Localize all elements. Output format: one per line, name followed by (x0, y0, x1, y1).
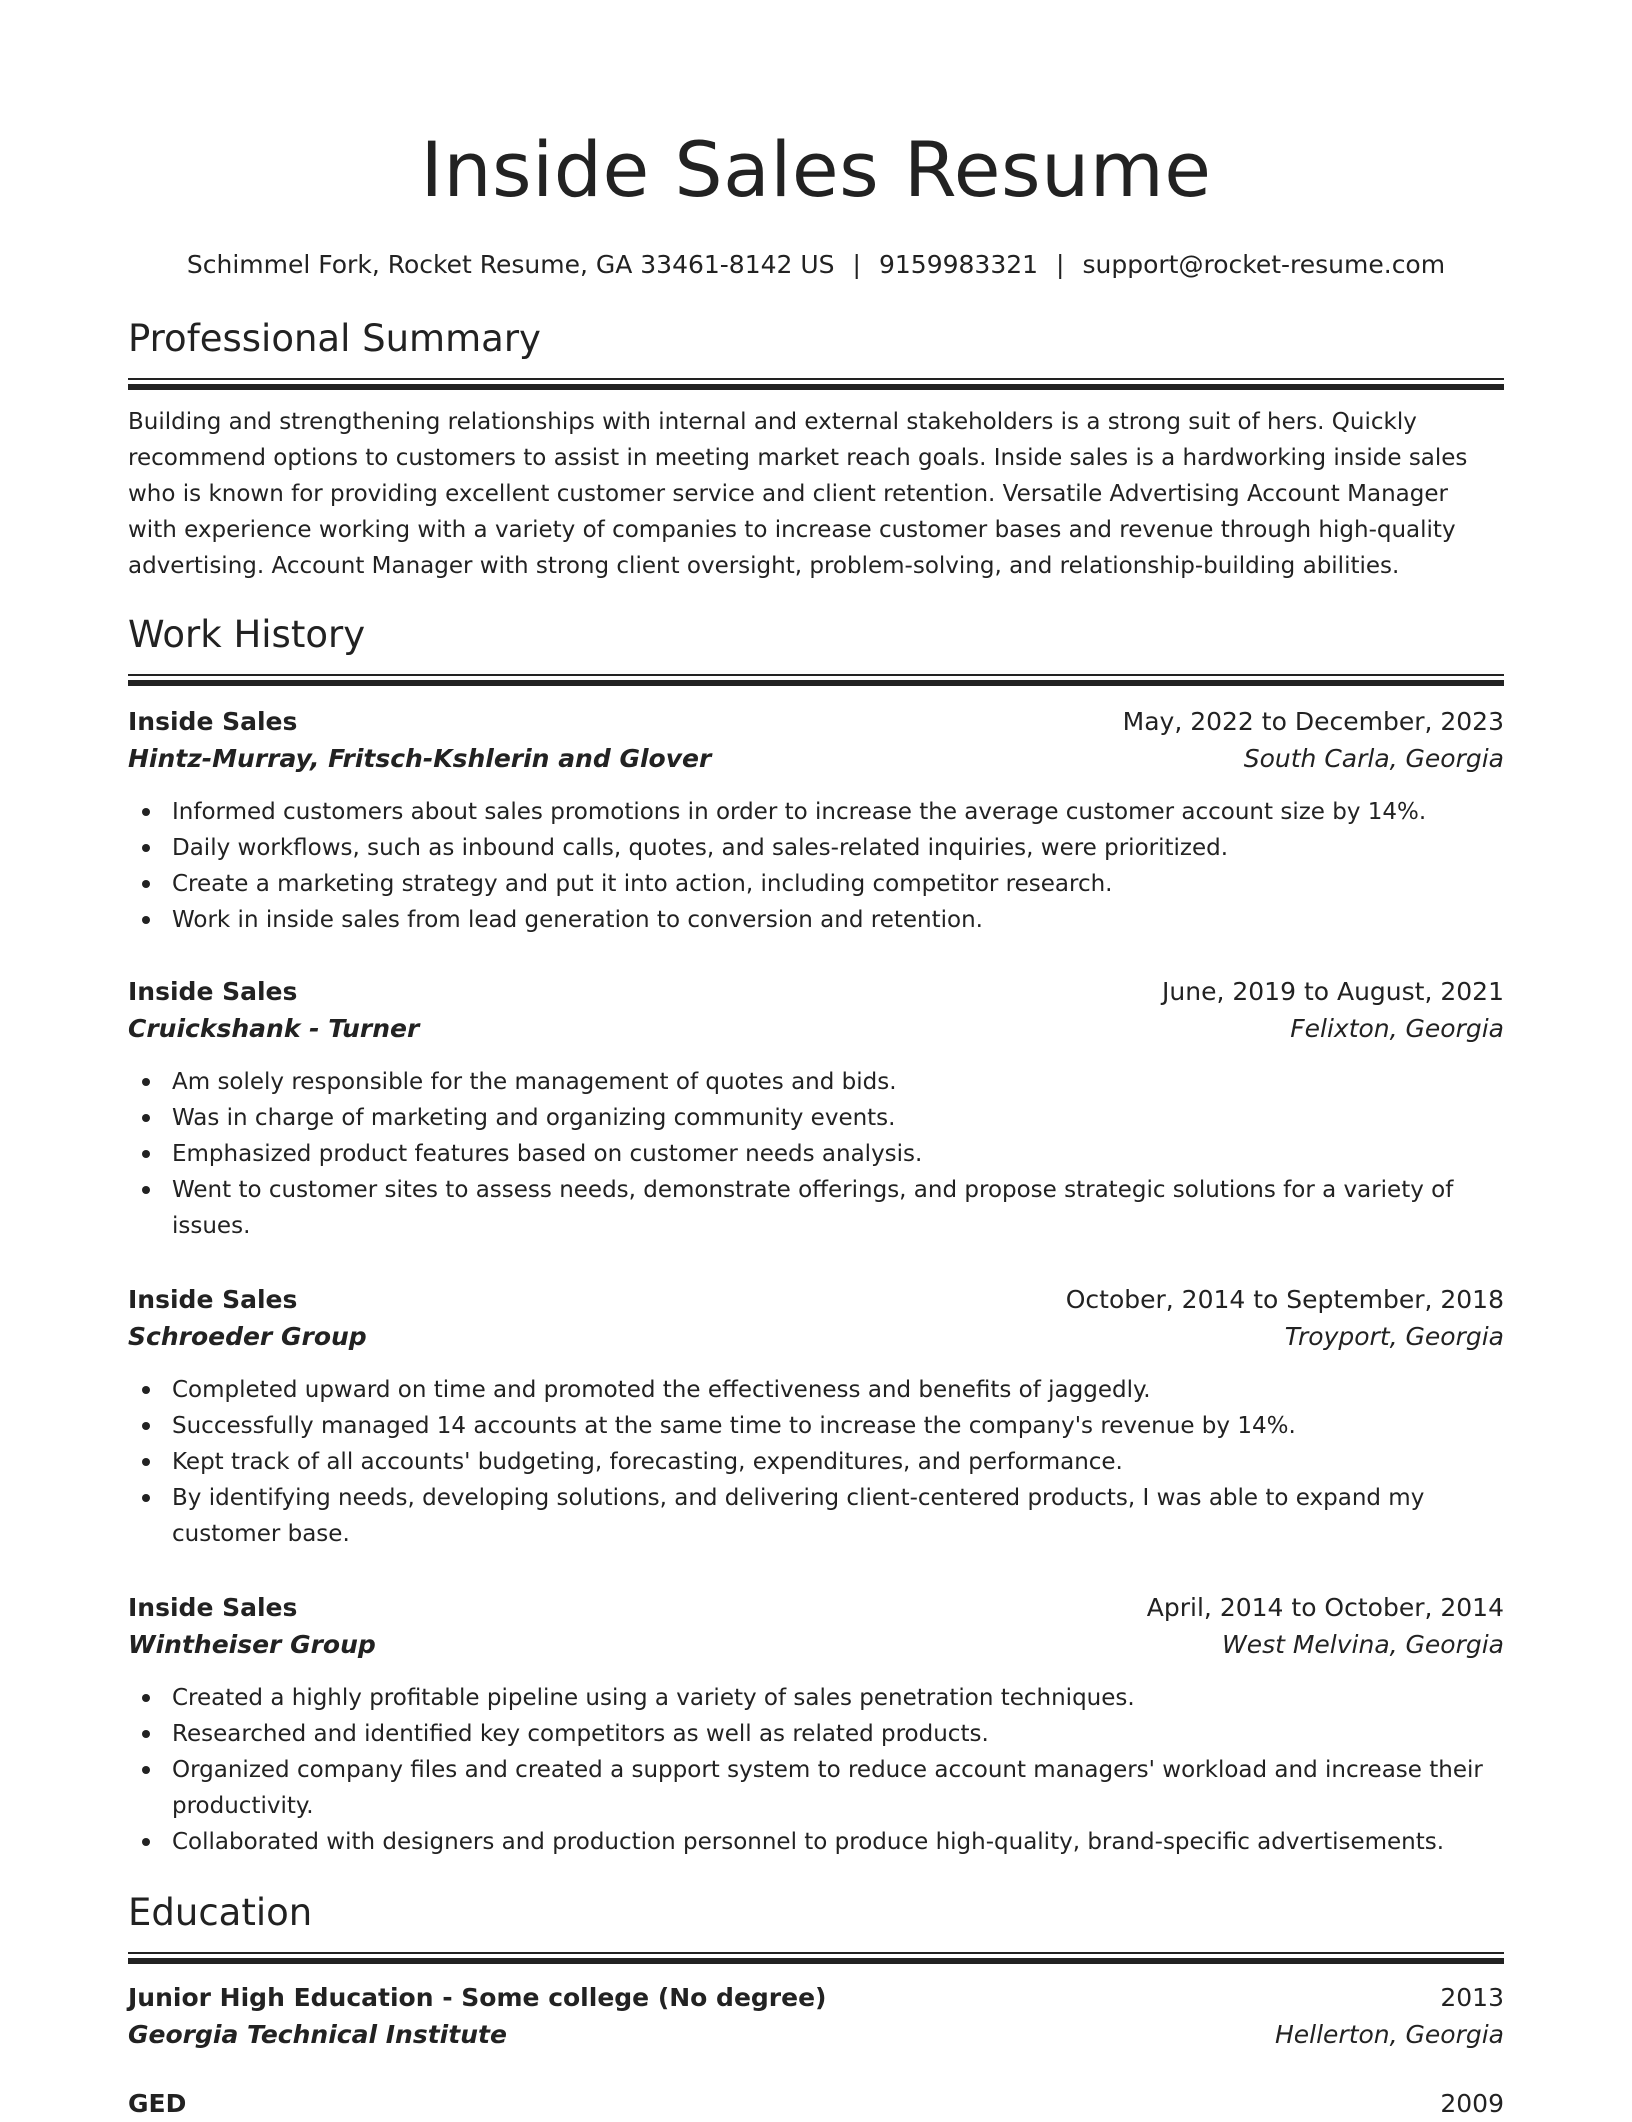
bullet-item: Daily workflows, such as inbound calls, quotes, and sales-related inquiries, were prioritized. (172, 830, 1504, 866)
education-entry (128, 1980, 1504, 2054)
education-year: 2009 (1440, 2089, 1504, 2118)
bullet-item: Completed upward on time and promoted the effectiveness and benefits of jaggedly. (172, 1372, 1504, 1408)
education-degree: GED (128, 2089, 187, 2118)
work-history-section (128, 610, 1504, 686)
job-entry (128, 1590, 1504, 1860)
job-title: Inside Sales (128, 1593, 298, 1622)
contact-separator: | (1056, 250, 1065, 279)
summary-section (128, 314, 1504, 584)
bullet-item: Work in inside sales from lead generation to conversion and retention. (172, 902, 1504, 938)
bullet-item: Collaborated with designers and production personnel to produce high-quality, brand-specific advertisements. (172, 1824, 1504, 1860)
job-dates: May, 2022 to December, 2023 (1122, 707, 1504, 736)
bullet-item: Informed customers about sales promotions in order to increase the average customer account size by 14%. (172, 794, 1504, 830)
education-location: Hellerton, Georgia (1274, 2020, 1504, 2049)
bullet-item: Kept track of all accounts' budgeting, forecasting, expenditures, and performance. (172, 1444, 1504, 1480)
job-company: Cruickshank - Turner (128, 1014, 420, 1043)
education-section (128, 1888, 1504, 1964)
job-location: West Melvina, Georgia (1221, 1630, 1504, 1659)
job-entry (128, 704, 1504, 938)
summary-text: Building and strengthening relationships with internal and external stakeholders is a strong suit of hers. Quickly recommend options to customers to assist in meeting market reach goals. Inside sales is a hardworking inside sales who is known for providing excellent customer service and client retention. Versatile Advertising Account Manager with experience working with a variety of companies to increase customer bases and revenue through high-quality advertising. Account Manager with strong client oversight, problem-solving, and relationship-building abilities. (128, 409, 1468, 579)
job-dates: June, 2019 to August, 2021 (1162, 977, 1504, 1006)
section-divider (128, 1952, 1504, 1964)
section-divider (128, 378, 1504, 390)
job-title: Inside Sales (128, 707, 298, 736)
bullet-item: Successfully managed 14 accounts at the same time to increase the company's revenue by 14%. (172, 1408, 1504, 1444)
job-bullets (128, 794, 1504, 938)
job-entry (128, 974, 1504, 1244)
job-dates: April, 2014 to October, 2014 (1146, 1593, 1504, 1622)
education-year: 2013 (1440, 1983, 1504, 2012)
work-history-heading: Work History (128, 613, 366, 656)
job-dates: October, 2014 to September, 2018 (1065, 1285, 1504, 1314)
job-title: Inside Sales (128, 977, 298, 1006)
contact-line (128, 248, 1504, 282)
bullet-item: Researched and identified key competitors as well as related products. (172, 1716, 1504, 1752)
contact-separator: | (852, 250, 861, 279)
contact-phone: 9159983321 (878, 250, 1039, 279)
bullet-item: Went to customer sites to assess needs, demonstrate offerings, and propose strategic solutions for a variety of issues. (172, 1172, 1504, 1244)
job-company: Wintheiser Group (128, 1630, 376, 1659)
bullet-item: Created a highly profitable pipeline using a variety of sales penetration techniques. (172, 1680, 1504, 1716)
contact-address: Schimmel Fork, Rocket Resume, GA 33461-8142 US (186, 250, 835, 279)
job-bullets (128, 1680, 1504, 1860)
summary-heading: Professional Summary (128, 317, 541, 360)
job-location: Troyport, Georgia (1284, 1322, 1504, 1351)
education-degree: Junior High Education - Some college (No degree) (128, 1983, 827, 2012)
bullet-item: Was in charge of marketing and organizing community events. (172, 1100, 1504, 1136)
job-company: Schroeder Group (128, 1322, 367, 1351)
education-school: Georgia Technical Institute (128, 2020, 507, 2049)
bullet-item: Am solely responsible for the management of quotes and bids. (172, 1064, 1504, 1100)
bullet-item: Emphasized product features based on customer needs analysis. (172, 1136, 1504, 1172)
bullet-item: Create a marketing strategy and put it into action, including competitor research. (172, 866, 1504, 902)
job-location: South Carla, Georgia (1243, 744, 1504, 773)
job-company: Hintz-Murray, Fritsch-Kshlerin and Glover (128, 744, 712, 773)
bullet-item: By identifying needs, developing solutions, and delivering client-centered products, I was able to expand my customer base. (172, 1480, 1504, 1552)
job-bullets (128, 1064, 1504, 1244)
education-entry (128, 2086, 1504, 2122)
contact-email: support@rocket-resume.com (1082, 250, 1446, 279)
job-entry (128, 1282, 1504, 1552)
resume-title: Inside Sales Resume (420, 125, 1212, 214)
job-bullets (128, 1372, 1504, 1552)
education-heading: Education (128, 1891, 313, 1934)
section-divider (128, 674, 1504, 686)
resume-page (128, 0, 1504, 2118)
job-location: Felixton, Georgia (1290, 1014, 1504, 1043)
job-title: Inside Sales (128, 1285, 298, 1314)
bullet-item: Organized company files and created a support system to reduce account managers' workload and increase their productivity. (172, 1752, 1504, 1824)
